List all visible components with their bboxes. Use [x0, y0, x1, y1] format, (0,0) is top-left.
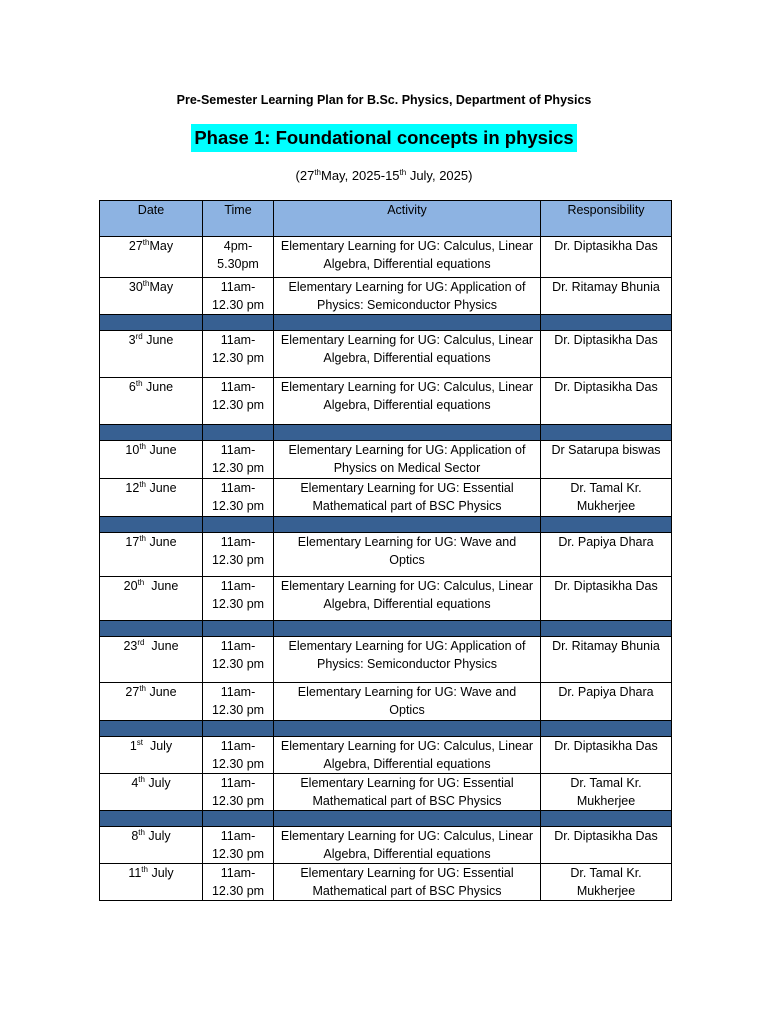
responsibility-line-1: Dr. Diptasikha Das	[554, 239, 658, 253]
time-cell	[203, 774, 274, 811]
date-cell	[100, 278, 203, 315]
time-cell	[203, 577, 274, 621]
activity-cell	[274, 737, 541, 774]
separator-cell	[274, 315, 541, 331]
date-month: June	[142, 333, 174, 347]
table-row	[100, 237, 672, 278]
date-month: June	[144, 579, 179, 593]
table-row	[100, 331, 672, 378]
schedule-table	[99, 200, 672, 901]
separator-cell	[274, 621, 541, 637]
date-day: 11	[128, 866, 142, 880]
date-month: May	[149, 280, 174, 294]
time-cell	[203, 533, 274, 577]
phase-title: Phase 1: Foundational concepts in physics	[191, 124, 576, 152]
table-row	[100, 737, 672, 774]
separator-row	[100, 425, 672, 441]
date-month: June	[145, 443, 177, 457]
separator-row	[100, 621, 672, 637]
date-range-close: July, 2025)	[406, 168, 473, 183]
separator-cell	[203, 315, 274, 331]
time-line-1: 11am-	[220, 579, 256, 593]
responsibility-cell	[541, 331, 672, 378]
responsibility-line-1: Dr. Diptasikha Das	[554, 829, 658, 843]
activity-line-1: Elementary Learning for UG: Wave and	[297, 535, 517, 549]
responsibility-cell	[541, 737, 672, 774]
activity-line-1: Elementary Learning for UG: Calculus, Linear	[280, 579, 534, 593]
activity-cell	[274, 441, 541, 479]
activity-cell	[274, 479, 541, 517]
responsibility-line-1: Dr. Diptasikha Das	[554, 579, 658, 593]
table-row	[100, 864, 672, 901]
responsibility-cell	[541, 441, 672, 479]
activity-line-2: Optics	[389, 702, 425, 717]
time-line-2: 12.30 pm	[211, 846, 265, 861]
responsibility-line-1: Dr. Diptasikha Das	[554, 380, 658, 394]
separator-cell	[100, 315, 203, 331]
separator-row	[100, 811, 672, 827]
activity-line-2: Physics: Semiconductor Physics	[317, 297, 497, 312]
date-ordinal-suffix: th	[137, 578, 145, 587]
time-cell	[203, 827, 274, 864]
responsibility-line-1: Dr. Tamal Kr.	[570, 776, 642, 790]
date-cell	[100, 683, 203, 721]
activity-line-2: Physics on Medical Sector	[333, 460, 481, 475]
responsibility-cell	[541, 637, 672, 683]
date-day: 12	[125, 481, 140, 495]
table-row	[100, 637, 672, 683]
responsibility-cell	[541, 479, 672, 517]
activity-cell	[274, 278, 541, 315]
date-day: 8	[131, 829, 139, 843]
responsibility-line-2: Mukherjee	[576, 883, 636, 898]
responsibility-cell	[541, 237, 672, 278]
date-month: July	[147, 866, 174, 880]
date-day: 3	[128, 333, 136, 347]
table-row	[100, 378, 672, 425]
date-range-middle: May, 2025-15	[321, 168, 400, 183]
responsibility-cell	[541, 577, 672, 621]
activity-line-2: Algebra, Differential equations	[323, 596, 491, 611]
activity-line-1: Elementary Learning for UG: Application of	[288, 280, 526, 294]
column-header-time: Time	[203, 201, 274, 237]
activity-line-1: Elementary Learning for UG: Application of	[288, 443, 526, 457]
date-day: 20	[123, 579, 138, 593]
date-cell	[100, 577, 203, 621]
date-range-sup-end: th	[399, 168, 407, 177]
time-line-2: 12.30 pm	[211, 297, 265, 312]
responsibility-line-1: Dr. Papiya Dhara	[558, 535, 654, 549]
date-ordinal-suffix: th	[135, 379, 143, 388]
date-cell	[100, 637, 203, 683]
date-ordinal-suffix: th	[139, 534, 146, 543]
date-month: June	[145, 535, 177, 549]
date-cell	[100, 331, 203, 378]
separator-cell	[541, 721, 672, 737]
column-header-date: Date	[100, 201, 203, 237]
activity-line-2: Optics	[389, 552, 425, 567]
activity-line-2: Algebra, Differential equations	[323, 756, 491, 771]
time-line-2: 12.30 pm	[211, 656, 265, 671]
responsibility-line-1: Dr. Diptasikha Das	[554, 333, 658, 347]
separator-row	[100, 315, 672, 331]
date-cell	[100, 533, 203, 577]
activity-cell	[274, 331, 541, 378]
date-cell	[100, 479, 203, 517]
responsibility-cell	[541, 278, 672, 315]
date-month: May	[149, 239, 174, 253]
responsibility-line-2: Mukherjee	[576, 793, 636, 808]
date-range-open: (27	[295, 168, 315, 183]
time-cell	[203, 479, 274, 517]
separator-cell	[100, 621, 203, 637]
separator-cell	[541, 517, 672, 533]
table-row	[100, 827, 672, 864]
responsibility-line-1: Dr. Ritamay Bhunia	[552, 280, 660, 294]
activity-line-1: Elementary Learning for UG: Essential	[300, 481, 514, 495]
date-cell	[100, 864, 203, 901]
time-cell	[203, 637, 274, 683]
time-line-2: 12.30 pm	[211, 702, 265, 717]
time-line-1: 11am-	[220, 333, 256, 347]
date-day: 10	[125, 443, 140, 457]
time-line-2: 12.30 pm	[211, 460, 265, 475]
time-cell	[203, 237, 274, 278]
activity-line-1: Elementary Learning for UG: Wave and	[297, 685, 517, 699]
separator-cell	[274, 425, 541, 441]
date-cell	[100, 827, 203, 864]
responsibility-line-1: Dr Satarupa biswas	[551, 443, 661, 457]
time-line-1: 11am-	[220, 535, 256, 549]
column-header-activity: Activity	[274, 201, 541, 237]
time-line-1: 11am-	[220, 739, 256, 753]
separator-cell	[100, 425, 203, 441]
date-cell	[100, 378, 203, 425]
activity-line-1: Elementary Learning for UG: Calculus, Linear	[280, 239, 534, 253]
separator-cell	[274, 517, 541, 533]
date-ordinal-suffix: rd	[137, 638, 145, 647]
time-line-2: 12.30 pm	[211, 397, 265, 412]
date-month: July	[144, 776, 171, 790]
activity-line-2: Mathematical part of BSC Physics	[312, 883, 502, 898]
date-ordinal-suffix: th	[142, 279, 150, 288]
phase-heading-wrapper	[0, 124, 768, 152]
separator-row	[100, 517, 672, 533]
date-ordinal-suffix: th	[141, 865, 148, 874]
time-cell	[203, 864, 274, 901]
separator-cell	[541, 315, 672, 331]
table-row	[100, 533, 672, 577]
date-day: 27	[125, 685, 140, 699]
date-cell	[100, 737, 203, 774]
activity-cell	[274, 864, 541, 901]
separator-cell	[274, 811, 541, 827]
time-cell	[203, 278, 274, 315]
activity-line-1: Elementary Learning for UG: Calculus, Linear	[280, 739, 534, 753]
date-ordinal-suffix: th	[142, 238, 150, 247]
date-month: June	[142, 380, 174, 394]
activity-line-2: Algebra, Differential equations	[323, 256, 491, 271]
separator-cell	[541, 811, 672, 827]
activity-line-2: Mathematical part of BSC Physics	[312, 793, 502, 808]
separator-cell	[541, 425, 672, 441]
responsibility-cell	[541, 683, 672, 721]
column-header-responsibility: Responsibility	[541, 201, 672, 237]
table-row	[100, 774, 672, 811]
activity-cell	[274, 577, 541, 621]
date-ordinal-suffix: th	[139, 442, 146, 451]
date-ordinal-suffix: th	[139, 684, 146, 693]
time-line-1: 11am-	[220, 639, 256, 653]
separator-cell	[203, 811, 274, 827]
activity-cell	[274, 237, 541, 278]
time-line-1: 11am-	[220, 866, 256, 880]
time-line-2: 5.30pm	[217, 256, 259, 271]
activity-cell	[274, 827, 541, 864]
responsibility-line-2: Mukherjee	[576, 498, 636, 513]
separator-cell	[274, 721, 541, 737]
date-range	[0, 168, 768, 183]
activity-line-1: Elementary Learning for UG: Calculus, Linear	[280, 380, 534, 394]
time-cell	[203, 683, 274, 721]
date-cell	[100, 774, 203, 811]
activity-cell	[274, 533, 541, 577]
time-line-2: 12.30 pm	[211, 883, 265, 898]
table-row	[100, 683, 672, 721]
separator-cell	[100, 721, 203, 737]
responsibility-cell	[541, 378, 672, 425]
time-cell	[203, 378, 274, 425]
document-title: Pre-Semester Learning Plan for B.Sc. Physics, Department of Physics	[176, 93, 592, 107]
separator-row	[100, 721, 672, 737]
date-day: 30	[128, 280, 143, 294]
time-line-2: 12.30 pm	[211, 756, 265, 771]
responsibility-line-1: Dr. Tamal Kr.	[570, 481, 642, 495]
table-row	[100, 441, 672, 479]
responsibility-line-1: Dr. Diptasikha Das	[554, 739, 658, 753]
activity-line-2: Algebra, Differential equations	[323, 350, 491, 365]
date-ordinal-suffix: st	[136, 738, 143, 747]
activity-cell	[274, 378, 541, 425]
separator-cell	[203, 517, 274, 533]
date-ordinal-suffix: rd	[135, 332, 143, 341]
activity-line-1: Elementary Learning for UG: Calculus, Linear	[280, 829, 534, 843]
time-line-2: 12.30 pm	[211, 793, 265, 808]
activity-line-2: Algebra, Differential equations	[323, 397, 491, 412]
table-row	[100, 278, 672, 315]
activity-line-1: Elementary Learning for UG: Application of	[288, 639, 526, 653]
activity-line-1: Elementary Learning for UG: Calculus, Linear	[280, 333, 534, 347]
time-line-1: 11am-	[220, 443, 256, 457]
activity-line-1: Elementary Learning for UG: Essential	[300, 866, 514, 880]
date-month: June	[145, 685, 177, 699]
date-month: June	[145, 481, 177, 495]
separator-cell	[100, 517, 203, 533]
time-line-2: 12.30 pm	[211, 498, 265, 513]
responsibility-line-1: Dr. Ritamay Bhunia	[552, 639, 660, 653]
separator-cell	[203, 425, 274, 441]
time-line-1: 11am-	[220, 481, 256, 495]
date-range-sup-start: th	[314, 168, 321, 177]
activity-line-1: Elementary Learning for UG: Essential	[300, 776, 514, 790]
date-day: 4	[131, 776, 139, 790]
separator-cell	[541, 621, 672, 637]
date-day: 17	[125, 535, 140, 549]
activity-cell	[274, 683, 541, 721]
activity-cell	[274, 774, 541, 811]
date-month: July	[144, 829, 171, 843]
date-cell	[100, 441, 203, 479]
activity-cell	[274, 637, 541, 683]
date-day: 6	[128, 380, 136, 394]
time-cell	[203, 737, 274, 774]
date-month: June	[144, 639, 179, 653]
responsibility-cell	[541, 533, 672, 577]
separator-cell	[203, 721, 274, 737]
time-line-2: 12.30 pm	[211, 596, 265, 611]
table-header-row	[100, 201, 672, 237]
responsibility-line-1: Dr. Tamal Kr.	[570, 866, 642, 880]
separator-cell	[100, 811, 203, 827]
time-line-2: 12.30 pm	[211, 552, 265, 567]
time-line-1: 11am-	[220, 280, 256, 294]
time-line-1: 11am-	[220, 829, 256, 843]
activity-line-2: Physics: Semiconductor Physics	[317, 656, 497, 671]
responsibility-cell	[541, 827, 672, 864]
date-day: 27	[128, 239, 143, 253]
responsibility-cell	[541, 774, 672, 811]
time-line-1: 11am-	[220, 685, 256, 699]
responsibility-cell	[541, 864, 672, 901]
time-cell	[203, 331, 274, 378]
responsibility-line-1: Dr. Papiya Dhara	[558, 685, 654, 699]
date-ordinal-suffix: th	[138, 775, 145, 784]
time-cell	[203, 441, 274, 479]
time-line-1: 4pm-	[223, 239, 253, 253]
table-row	[100, 479, 672, 517]
activity-line-2: Mathematical part of BSC Physics	[312, 498, 502, 513]
separator-cell	[203, 621, 274, 637]
date-cell	[100, 237, 203, 278]
time-line-1: 11am-	[220, 380, 256, 394]
date-ordinal-suffix: th	[139, 480, 146, 489]
time-line-1: 11am-	[220, 776, 256, 790]
date-day: 23	[123, 639, 138, 653]
date-ordinal-suffix: th	[138, 828, 145, 837]
date-day: 1	[129, 739, 137, 753]
table-row	[100, 577, 672, 621]
activity-line-2: Algebra, Differential equations	[323, 846, 491, 861]
schedule-table-body	[100, 237, 672, 901]
date-month: July	[143, 739, 173, 753]
time-line-2: 12.30 pm	[211, 350, 265, 365]
